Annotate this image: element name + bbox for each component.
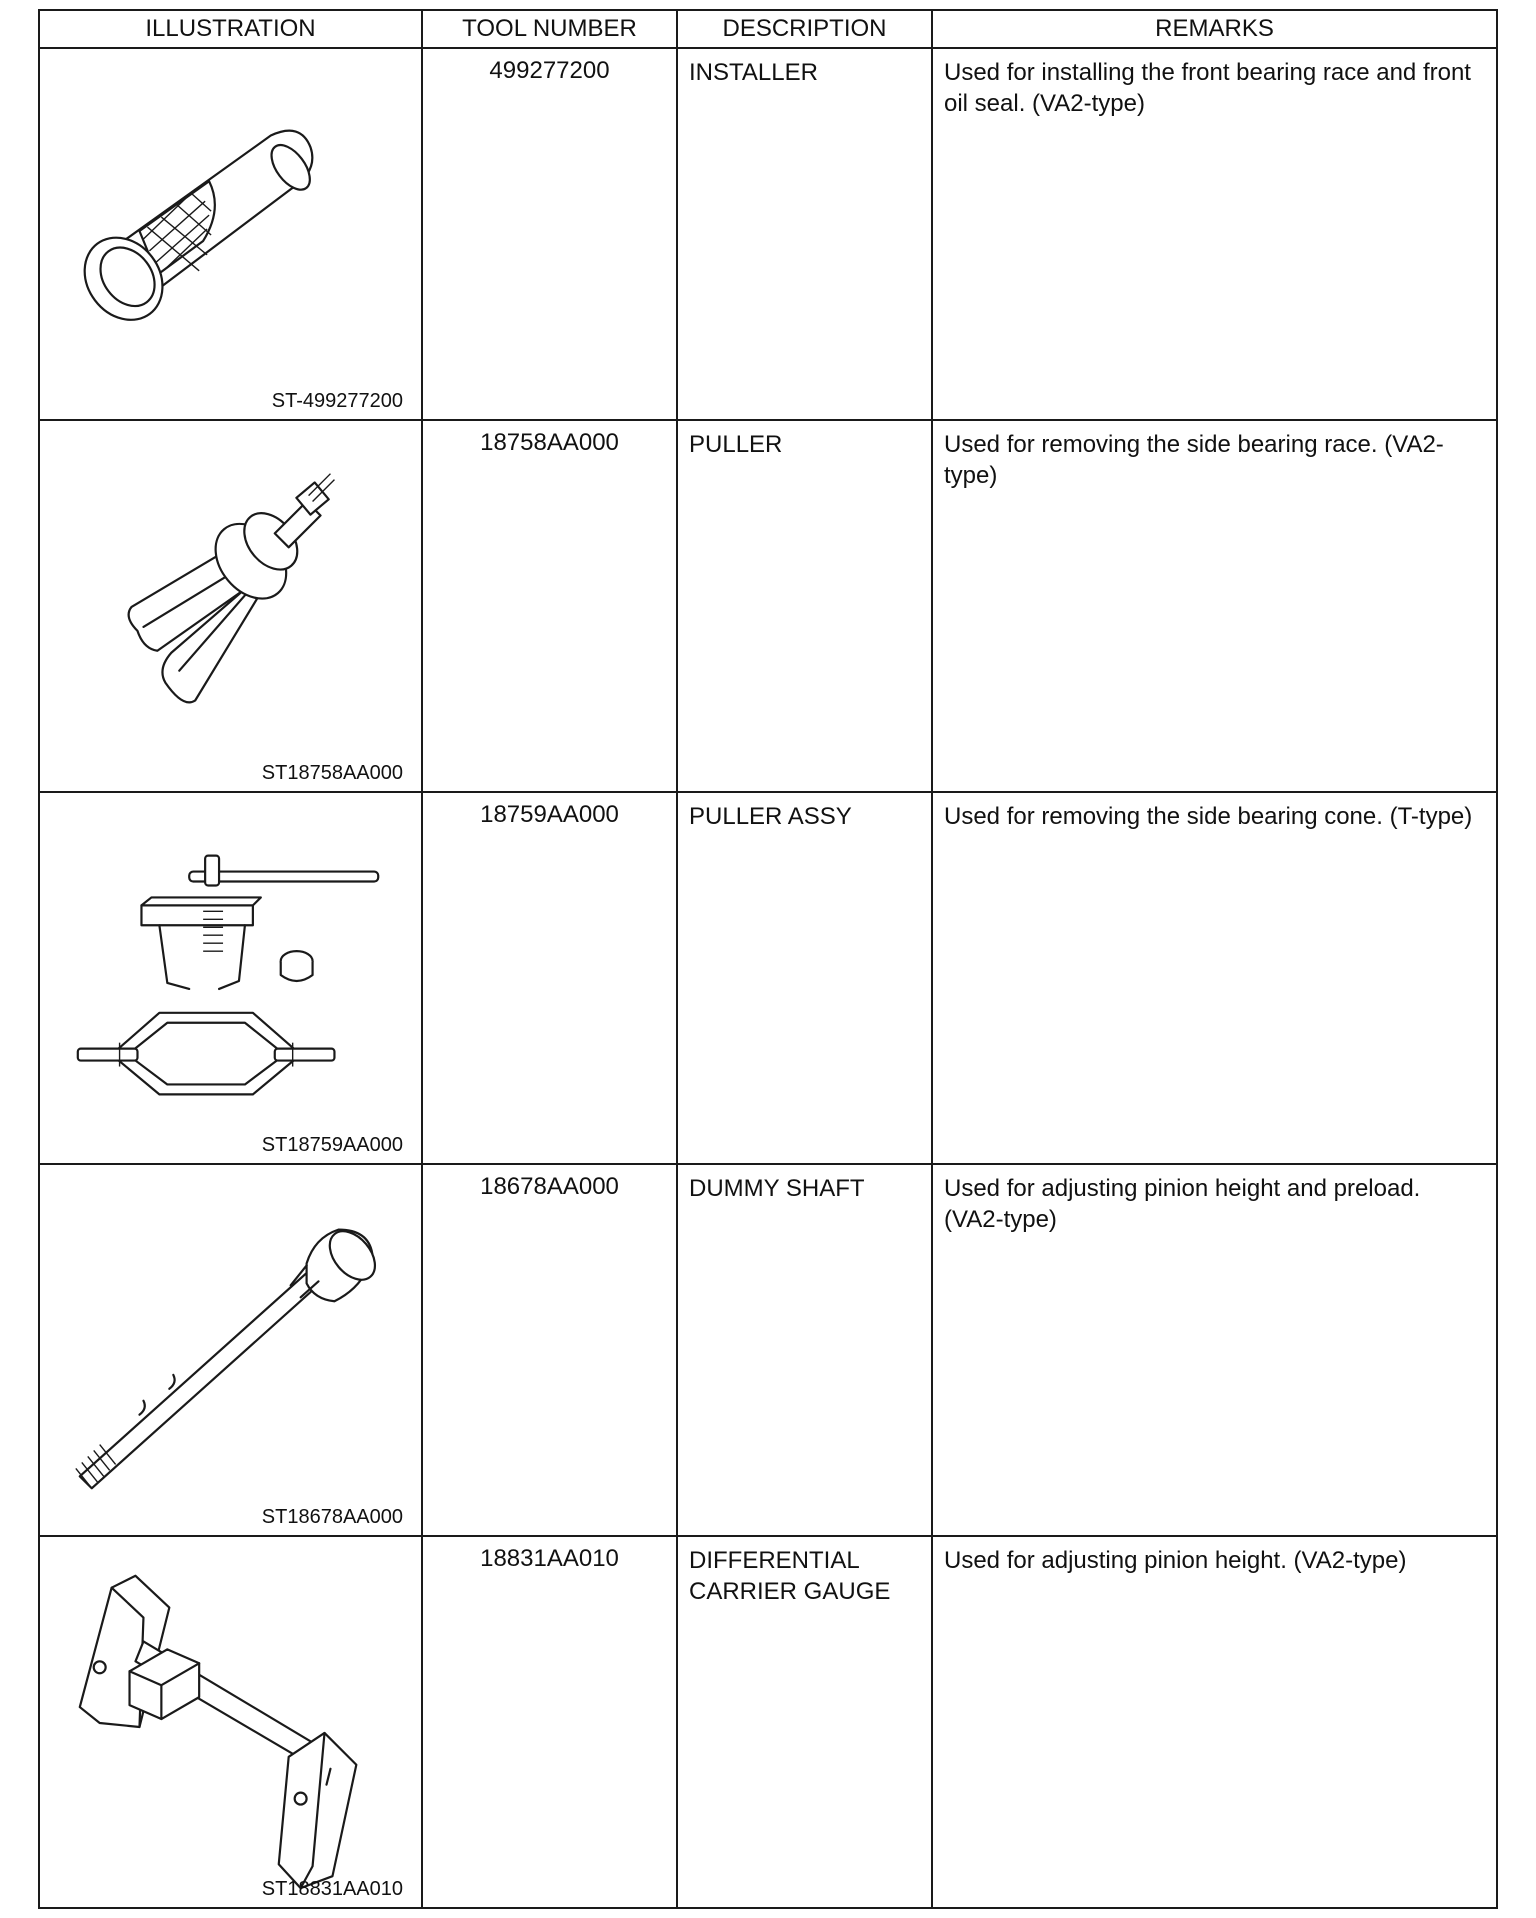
puller-illustration (40, 421, 421, 791)
illustration-code: ST18831AA010 (261, 1878, 403, 1900)
illustration-code: ST18759AA000 (261, 1134, 403, 1156)
header-tool-number: TOOL NUMBER (422, 10, 677, 48)
description-cell: PULLER ASSY (677, 792, 932, 1164)
illustration-cell (39, 48, 422, 420)
special-tools-table (38, 9, 1498, 1909)
illustration-code: ST-499277200 (271, 390, 403, 412)
header-illustration: ILLUSTRATION (39, 10, 422, 48)
puller-assy-illustration (40, 793, 421, 1163)
remarks-cell: Used for removing the side bearing cone. (T-type) (932, 792, 1497, 1164)
header-description: DESCRIPTION (677, 10, 932, 48)
table-row (39, 420, 1497, 792)
dummy-shaft-illustration (40, 1165, 421, 1535)
tool-number-cell: 499277200 (422, 48, 677, 420)
remarks-cell: Used for removing the side bearing race. (VA2-type) (932, 420, 1497, 792)
description-cell: DIFFERENTIAL CARRIER GAUGE (677, 1536, 932, 1908)
carrier-gauge-illustration (40, 1537, 421, 1907)
illustration-cell (39, 1536, 422, 1908)
tool-number-cell: 18758AA000 (422, 420, 677, 792)
header-remarks: REMARKS (932, 10, 1497, 48)
remarks-cell: Used for adjusting pinion height and preload. (VA2-type) (932, 1164, 1497, 1536)
illustration-cell (39, 792, 422, 1164)
description-cell: INSTALLER (677, 48, 932, 420)
illustration-cell (39, 1164, 422, 1536)
description-cell: PULLER (677, 420, 932, 792)
illustration-code: ST18678AA000 (261, 1506, 403, 1528)
header-row (39, 10, 1497, 48)
table-row (39, 1164, 1497, 1536)
table-row (39, 792, 1497, 1164)
installer-illustration (40, 49, 421, 419)
illustration-cell (39, 420, 422, 792)
remarks-cell: Used for installing the front bearing race and front oil seal. (VA2-type) (932, 48, 1497, 420)
remarks-cell: Used for adjusting pinion height. (VA2-type) (932, 1536, 1497, 1908)
tool-number-cell: 18678AA000 (422, 1164, 677, 1536)
table-row (39, 1536, 1497, 1908)
tool-number-cell: 18831AA010 (422, 1536, 677, 1908)
tool-number-cell: 18759AA000 (422, 792, 677, 1164)
table-row (39, 48, 1497, 420)
illustration-code: ST18758AA000 (261, 762, 403, 784)
description-cell: DUMMY SHAFT (677, 1164, 932, 1536)
